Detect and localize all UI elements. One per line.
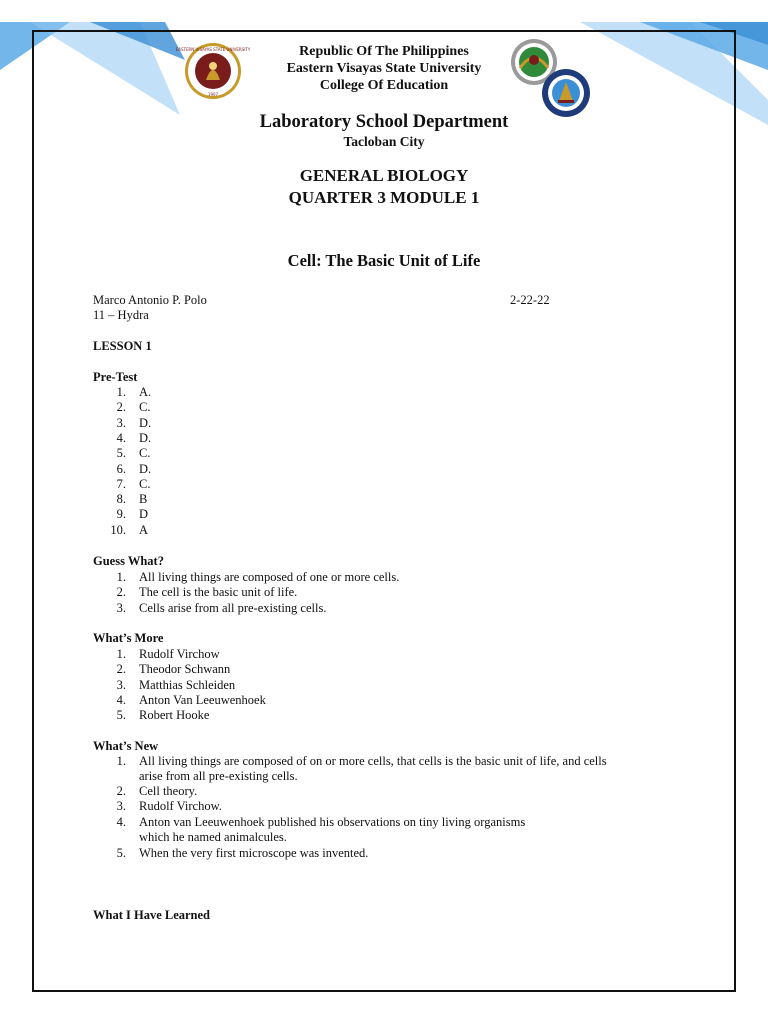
list-item-text: Theodor Schwann — [139, 662, 231, 677]
student-name: Marco Antonio P. Polo — [93, 293, 207, 307]
list-item-text: D. — [139, 415, 152, 430]
list-item-text: The cell is the basic unit of life. — [139, 585, 298, 600]
list-item-text: When the very first microscope was invented. — [139, 846, 369, 860]
list-item-number: 5. — [116, 446, 126, 461]
list-item-number: 6. — [116, 461, 126, 476]
list-item-number: 4. — [116, 430, 126, 445]
list-item-text-continued: arise from all pre-existing cells. — [139, 769, 298, 784]
student-section: 11 – Hydra — [93, 308, 149, 322]
list-item-number: 9. — [116, 507, 126, 522]
list-item-number: 3. — [116, 799, 126, 813]
list-item-text: Anton Van Leeuwenhoek — [139, 692, 266, 707]
list-item-text: All living things are composed of one or more cells. — [139, 570, 400, 584]
whats-new-title: What’s New — [93, 739, 159, 753]
list-item-number: 1. — [116, 754, 126, 768]
subject-title: GENERAL BIOLOGY — [299, 166, 469, 185]
list-item-text: Anton van Leeuwenhoek published his observations on tiny living organisms — [139, 815, 526, 829]
list-item-number: 2. — [116, 784, 126, 798]
list-item-text: C. — [139, 446, 151, 461]
what-i-have-learned-title: What I Have Learned — [93, 908, 211, 922]
list-item-text: Cells arise from all pre-existing cells. — [139, 600, 327, 615]
list-item-number: 1. — [116, 570, 126, 584]
list-item-text: Rudolf Virchow — [139, 647, 220, 661]
list-item-text: Robert Hooke — [139, 708, 210, 723]
list-item-number: 3. — [116, 415, 126, 430]
list-item-number: 4. — [116, 815, 126, 829]
list-item-number: 1. — [116, 385, 126, 399]
list-item-text-continued: which he named animalcules. — [139, 830, 287, 845]
list-item-number: 5. — [116, 846, 126, 860]
list-item-text: A — [139, 522, 149, 537]
pretest-title: Pre-Test — [93, 370, 138, 384]
list-item-number: 2. — [116, 400, 126, 415]
seal-arc-text: EASTERN VISAYAS STATE UNIVERSITY — [175, 47, 251, 52]
list-item-text: All living things are composed of on or more cells, that cells is the basic unit of life, and cells — [139, 754, 607, 768]
list-item-text: Cell theory. — [139, 784, 198, 798]
list-item-text: Matthias Schleiden — [139, 677, 236, 692]
list-item-number: 5. — [116, 708, 126, 723]
list-item-text: C. — [139, 400, 151, 415]
header-line-1: Republic Of The Philippines — [299, 44, 469, 59]
lesson-label: LESSON 1 — [93, 339, 152, 353]
city: Tacloban City — [343, 134, 425, 149]
list-item-number: 3. — [116, 600, 126, 615]
list-item-number: 3. — [116, 677, 126, 692]
student-date: 2-22-22 — [510, 293, 550, 307]
list-item-text: C. — [139, 476, 151, 491]
list-item-text: Rudolf Virchow. — [139, 799, 222, 813]
seal-year: 1907 — [207, 92, 219, 97]
module-title: QUARTER 3 MODULE 1 — [288, 188, 480, 207]
header-line-3: College Of Education — [319, 78, 449, 93]
list-item-number: 2. — [116, 662, 126, 677]
list-item-text: B — [139, 492, 148, 507]
list-item-number: 2. — [116, 585, 126, 600]
list-item-text: A. — [139, 385, 152, 399]
list-item-number: 1. — [116, 647, 126, 661]
whats-more-title: What’s More — [93, 631, 164, 645]
department-title: Laboratory School Department — [259, 112, 509, 132]
list-item-text: D — [139, 507, 149, 522]
topic-title: Cell: The Basic Unit of Life — [287, 251, 481, 270]
list-item-text: D. — [139, 461, 152, 476]
list-item-number: 7. — [116, 476, 126, 491]
list-item-number: 10. — [110, 522, 126, 537]
list-item-number: 4. — [116, 692, 126, 707]
guess-what-title: Guess What? — [93, 554, 164, 568]
list-item-number: 8. — [116, 492, 126, 507]
list-item-text: D. — [139, 430, 152, 445]
header-line-2: Eastern Visayas State University — [286, 61, 482, 76]
